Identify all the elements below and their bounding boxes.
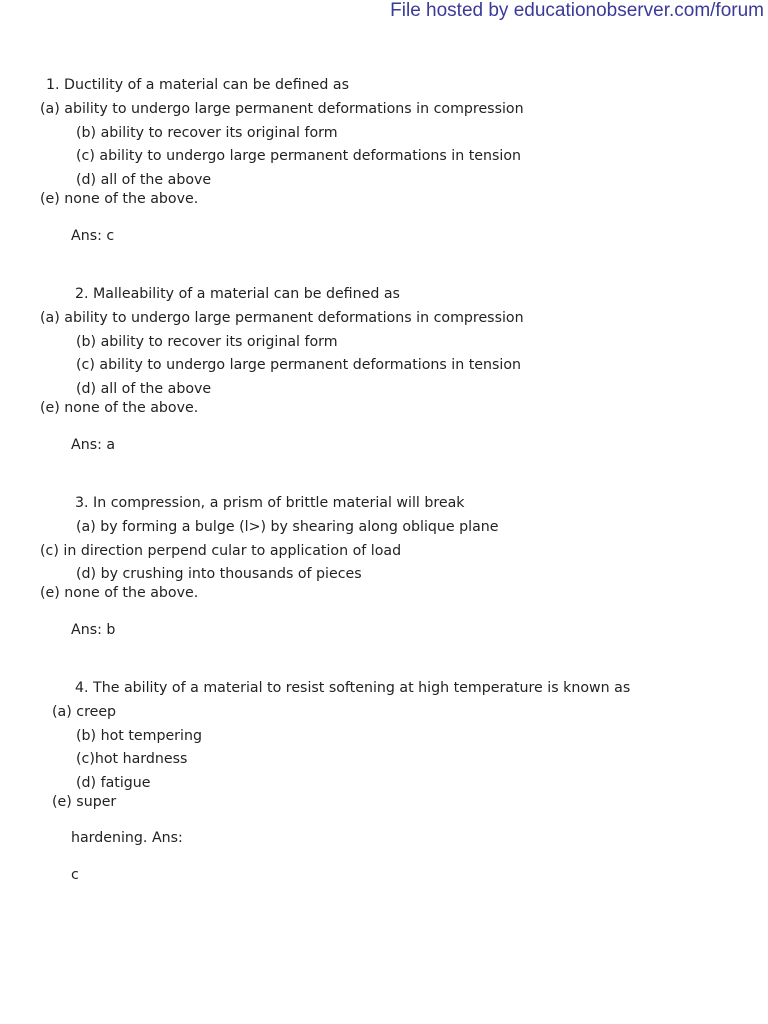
- question-1-option-d: (d) all of the above: [76, 172, 212, 188]
- question-3-option-a: (a) by forming a bulge (l>) by shearing along oblique plane: [76, 519, 499, 535]
- question-3-option-d: (d) by crushing into thousands of pieces: [76, 566, 362, 582]
- question-3-answer: Ans: b: [71, 622, 116, 638]
- question-3-option-e: (e) none of the above.: [40, 585, 199, 601]
- question-1-option-c: (c) ability to undergo large permanent deformations in tension: [76, 148, 522, 164]
- question-1-option-a: (a) ability to undergo large permanent deformations in compression: [40, 101, 524, 117]
- question-3-option-c: (c) in direction perpend cular to application of load: [40, 543, 402, 559]
- question-4-option-a: (a) creep: [52, 704, 117, 720]
- question-2-option-e: (e) none of the above.: [40, 400, 199, 416]
- question-4-option-d: (d) fatigue: [76, 775, 151, 791]
- hosted-by-header: File hosted by educationobserver.com/forum: [390, 0, 764, 21]
- question-1-answer: Ans: c: [71, 228, 115, 244]
- question-4-answer-line-2: c: [71, 867, 79, 883]
- question-2-text: 2. Malleability of a material can be defined as: [75, 286, 400, 302]
- question-2-answer: Ans: a: [71, 437, 116, 453]
- question-4-text: 4. The ability of a material to resist softening at high temperature is known as: [75, 680, 631, 696]
- question-1-option-b: (b) ability to recover its original form: [76, 125, 338, 141]
- question-2-option-c: (c) ability to undergo large permanent deformations in tension: [76, 357, 522, 373]
- question-4-answer-line-1: hardening. Ans:: [71, 830, 183, 846]
- question-2-option-a: (a) ability to undergo large permanent deformations in compression: [40, 310, 524, 326]
- question-4-option-e: (e) super: [52, 794, 117, 810]
- question-4-option-c: (c)hot hardness: [76, 751, 188, 767]
- question-4-option-b: (b) hot tempering: [76, 728, 202, 744]
- question-3-text: 3. In compression, a prism of brittle material will break: [75, 495, 465, 511]
- question-2-option-d: (d) all of the above: [76, 381, 212, 397]
- question-1-text: 1. Ductility of a material can be defined as: [46, 77, 349, 93]
- question-1-option-e: (e) none of the above.: [40, 191, 199, 207]
- question-2-option-b: (b) ability to recover its original form: [76, 334, 338, 350]
